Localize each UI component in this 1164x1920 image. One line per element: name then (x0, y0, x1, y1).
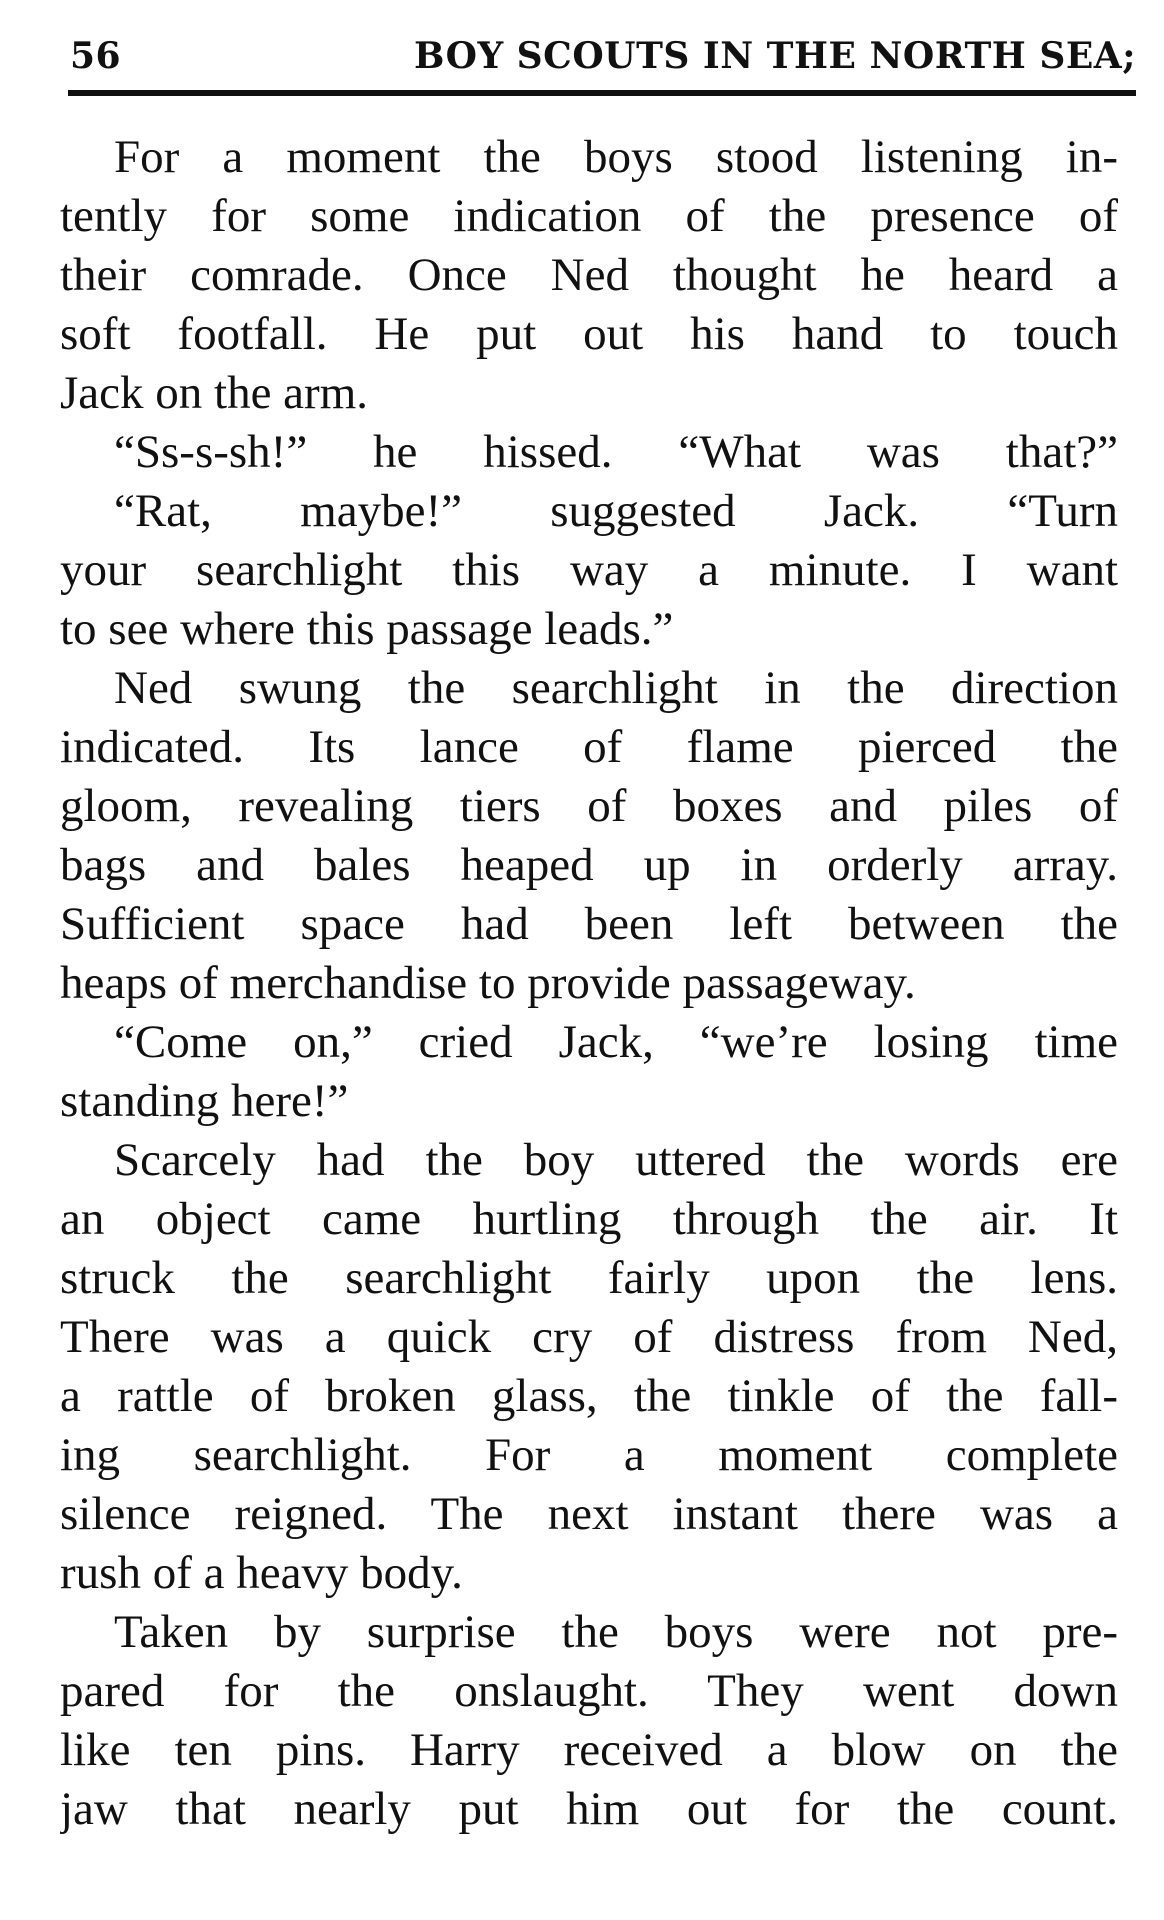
paragraph (60, 659, 1118, 1013)
text-line: pared for the onslaught. They went down (60, 1665, 1118, 1717)
text-line: like ten pins. Harry received a blow on the (60, 1724, 1118, 1776)
text-line: silence reigned. The next instant there was a (60, 1488, 1118, 1540)
paragraph (60, 1013, 1118, 1131)
text-line: Scarcely had the boy uttered the words ere (114, 1134, 1118, 1186)
paragraph (60, 1131, 1118, 1603)
text-line: “Come on,” cried Jack, “we’re losing time (114, 1016, 1118, 1068)
text-line: their comrade. Once Ned thought he heard a (60, 249, 1118, 301)
running-header (70, 28, 1136, 84)
text-line: Sufficient space had been left between the (60, 898, 1118, 950)
text-line: an object came hurtling through the air. It (60, 1193, 1118, 1245)
text-line: Jack on the arm. (60, 367, 369, 419)
text-line: struck the searchlight fairly upon the lens. (60, 1252, 1118, 1304)
text-line: rush of a heavy body. (60, 1547, 463, 1599)
page-number: 56 (70, 35, 122, 77)
text-line: ing searchlight. For a moment complete (60, 1429, 1118, 1481)
text-line: Ned swung the searchlight in the direction (114, 662, 1118, 714)
paragraph (60, 423, 1118, 482)
text-line: to see where this passage leads.” (60, 603, 674, 655)
header-rule (68, 90, 1136, 96)
paragraph (60, 482, 1118, 659)
text-line: “Rat, maybe!” suggested Jack. “Turn (114, 485, 1118, 537)
running-title: BOY SCOUTS IN THE NORTH SEA; (413, 35, 1136, 77)
text-line: heaps of merchandise to provide passageway. (60, 957, 916, 1009)
paragraph (60, 1603, 1118, 1839)
text-line: a rattle of broken glass, the tinkle of the fall- (60, 1370, 1118, 1422)
text-line: tently for some indication of the presence of (60, 190, 1118, 242)
text-line: soft footfall. He put out his hand to touch (60, 308, 1118, 360)
paragraph (60, 128, 1118, 423)
text-line: “Ss-s-sh!” he hissed. “What was that?” (114, 426, 1118, 478)
text-line: For a moment the boys stood listening in- (114, 131, 1118, 183)
text-line: bags and bales heaped up in orderly array. (60, 839, 1118, 891)
text-line: your searchlight this way a minute. I want (60, 544, 1118, 596)
text-line: There was a quick cry of distress from Ned, (60, 1311, 1118, 1363)
body-text (60, 128, 1118, 1839)
text-line: Taken by surprise the boys were not pre- (114, 1606, 1118, 1658)
text-line: standing here!” (60, 1075, 349, 1127)
text-line: gloom, revealing tiers of boxes and piles of (60, 780, 1118, 832)
text-line: indicated. Its lance of flame pierced the (60, 721, 1118, 773)
text-line: jaw that nearly put him out for the count. (60, 1783, 1118, 1835)
